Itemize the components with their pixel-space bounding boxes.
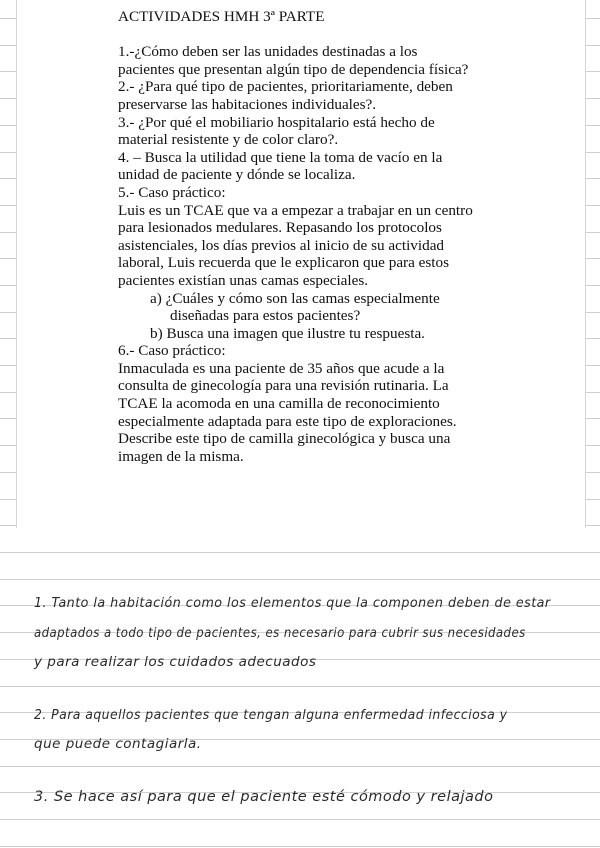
question-line: asistenciales, los días previos al inicio de su actividad <box>118 236 445 254</box>
question-line: 2.- ¿Para qué tipo de pacientes, prioritariamente, deben <box>118 78 453 96</box>
subquestion-5a-cont: diseñadas para estos pacientes? <box>170 307 361 325</box>
question-line: material resistente y de color claro?. <box>118 131 339 149</box>
handwritten-answer-2-line-1: 2. Para aquellos pacientes que tengan alguna enfermedad infecciosa y <box>34 707 508 723</box>
question-line: Luis es un TCAE que va a empezar a trabajar en un centro <box>118 201 473 219</box>
question-line: 6.- Caso práctico: <box>118 342 226 360</box>
question-line: preservarse las habitaciones individuales?. <box>118 95 377 113</box>
question-line: TCAE la acomoda en una camilla de reconocimiento <box>118 395 440 413</box>
ruled-line <box>0 686 600 687</box>
subquestion-5b: b) Busca una imagen que ilustre tu respuesta. <box>150 324 425 342</box>
handwritten-answer-3: 3. Se hace así para que el paciente esté cómodo y relajado <box>34 789 494 805</box>
worksheet-title: ACTIVIDADES HMH 3ª PARTE <box>118 8 325 25</box>
question-line: pacientes existían unas camas especiales. <box>118 271 369 289</box>
question-line: Inmaculada es una paciente de 35 años que acude a la <box>118 359 445 377</box>
question-line: imagen de la misma. <box>118 447 244 465</box>
subquestion-5a: a) ¿Cuáles y cómo son las camas especialmente <box>150 289 440 307</box>
handwritten-answer-2-line-2: que puede contagiarla. <box>34 736 202 752</box>
question-line: 4. – Busca la utilidad que tiene la toma de vacío en la <box>118 148 443 166</box>
question-line: Describe este tipo de camilla ginecológica y busca una <box>118 430 451 448</box>
ruled-line <box>0 579 600 580</box>
ruled-line <box>0 846 600 847</box>
ruled-line <box>0 766 600 767</box>
question-line: pacientes que presentan algún tipo de dependencia física? <box>118 60 469 78</box>
question-line: unidad de paciente y dónde se localiza. <box>118 166 356 184</box>
handwritten-answer-1-line-1: 1. Tanto la habitación como los elementos que la componen deben de estar <box>34 595 551 611</box>
handwritten-answer-1-line-3: y para realizar los cuidados adecuados <box>34 654 317 670</box>
question-line: laboral, Luis recuerda que le explicaron que para estos <box>118 254 450 272</box>
ruled-line <box>0 819 600 820</box>
question-line: 5.- Caso práctico: <box>118 183 226 201</box>
question-line: especialmente adaptada para este tipo de exploraciones. <box>118 412 457 430</box>
question-line: 1.-¿Cómo deben ser las unidades destinadas a los <box>118 43 418 61</box>
worksheet-text <box>118 8 538 465</box>
handwritten-answer-1-line-2: adaptados a todo tipo de pacientes, es necesario para cubrir sus necesidades <box>34 625 526 641</box>
question-line: para lesionados medulares. Repasando los protocolos <box>118 219 442 237</box>
question-line: consulta de ginecología para una revisión rutinaria. La <box>118 377 449 395</box>
question-line: 3.- ¿Por qué el mobiliario hospitalario está hecho de <box>118 113 435 131</box>
ruled-line <box>0 552 600 553</box>
